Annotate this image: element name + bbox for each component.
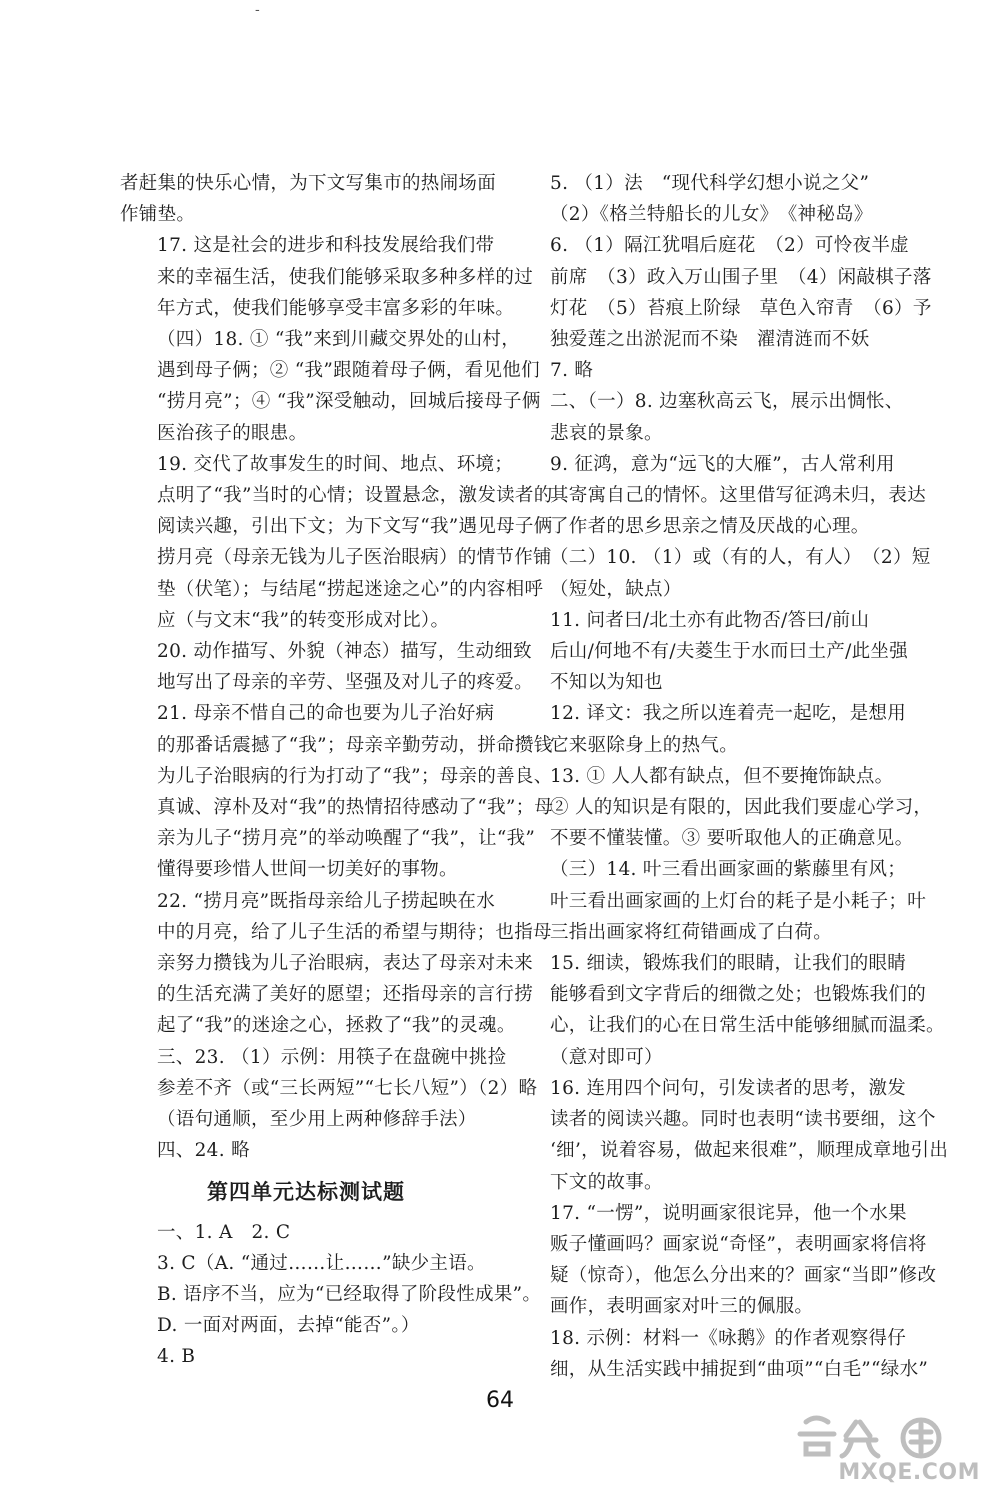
right-paragraph (513, 230, 932, 355)
text-line: 三指出画家将红荷错画成了白荷。 (550, 921, 833, 943)
text-line: 四、24. 略 (157, 1140, 250, 1162)
text-line: 真诚、淳朴及对“我”的热情招待感动了“我”；母 (157, 797, 554, 819)
text-line: （语句通顺，至少用上两种修辞手法） (157, 1109, 477, 1131)
right-paragraph (513, 854, 927, 948)
scan-mark: - (255, 2, 260, 18)
text-line: 7. 略 (550, 360, 594, 382)
text-line: 18. 示例：材料一《咏鹅》的作者观察得仔 (550, 1327, 907, 1349)
left-paragraph (120, 1042, 538, 1136)
text-line: D. 一面对两面，去掉“能否”。） (157, 1315, 420, 1337)
text-line: 灯花 （5）苔痕上阶绿 草色入帘青 （6）予 (550, 297, 932, 319)
text-line: ② 人的知识是有限的，因此我们要虚心学习， (550, 797, 933, 819)
text-line: 亲努力攒钱为儿子治眼病，表达了母亲对未来 (157, 953, 534, 975)
text-line: （二）10. （1）或（有的人，有人） （2）短 (550, 547, 931, 569)
right-column (513, 168, 949, 1385)
text-line: 16. 连用四个问句，引发读者的思考，激发 (550, 1077, 907, 1099)
text-line: 叶三看出画家画的上灯台的耗子是小耗子；叶 (550, 890, 927, 912)
text-line: 细，从生活实践中捕捉到“曲项”“白毛”“绿水” (550, 1358, 929, 1380)
text-line: 20. 动作描写、外貌（神态）描写，生动细致 (157, 641, 532, 663)
text-line: 了作者的思乡思亲之情及厌战的心理。 (550, 516, 870, 538)
left-paragraph (120, 230, 534, 324)
text-line: 疑（惊奇），他怎么分出来的？画家“当即”修改 (550, 1265, 937, 1287)
text-line: 垫（伏笔）；与结尾“捞起迷途之心”的内容相呼 (157, 578, 544, 600)
text-line: 起了“我”的迷途之心，拯救了“我”的灵魂。 (157, 1015, 516, 1037)
text-line: 其寄寓自己的情怀。这里借写征鸿未归，表达 (550, 485, 927, 507)
text-line: 医治孩子的眼患。 (157, 422, 308, 444)
text-line: 前席 （3）政入万山围子里 （4）闲敲棋子落 (550, 266, 932, 288)
text-line: 3. C（A. “通过……让……”缺少主语。 (157, 1252, 486, 1274)
text-line: 亲为儿子“捞月亮”的举动唤醒了“我”，让“我” (157, 828, 536, 850)
text-line: 作铺垫。 (120, 204, 196, 226)
text-line: 9. 征鸿，意为“远飞的大雁”，古人常利用 (550, 453, 895, 475)
text-line: 为儿子治眼病的行为打动了“我”；母亲的善良、 (157, 765, 553, 787)
right-paragraph (513, 1323, 929, 1385)
left-paragraph (120, 1248, 542, 1342)
text-line: 贩子懂画吗？画家说“奇怪”，表明画家将信将 (550, 1233, 927, 1255)
text-line: “捞月亮”；④ “我”深受触动，回城后接母子俩 (157, 391, 541, 413)
text-line: 捞月亮（母亲无钱为儿子医治眼病）的情节作铺 (157, 547, 552, 569)
text-line: 者赶集的快乐心情，为下文写集市的热闹场面 (120, 173, 497, 194)
text-line: 遇到母子俩；② “我”跟随着母子俩，看见他们 (157, 360, 540, 382)
text-line: （四）18. ① “我”来到川藏交界处的山村， (157, 329, 520, 351)
left-paragraph (120, 168, 497, 230)
watermark-logo-icon (786, 1410, 986, 1460)
text-line: 能够看到文字背后的细微之处；也锻炼我们的 (550, 984, 927, 1006)
left-paragraph (120, 449, 553, 636)
section-title: 第四单元达标测试题 (207, 1179, 405, 1204)
left-paragraph (120, 1135, 492, 1166)
text-line: 一、1. A 2. C (157, 1221, 291, 1243)
right-paragraph (513, 948, 945, 1073)
left-paragraph (120, 636, 534, 698)
text-line: 21. 母亲不惜自己的命也要为儿子治好病 (157, 703, 495, 725)
text-line: 12. 译文：我之所以连着壳一起吃，是想用 (550, 703, 907, 725)
text-line: 它来驱除身上的热气。 (550, 734, 739, 756)
text-line: 读者的阅读兴趣。同时也表明“读书要细，这个 (550, 1109, 936, 1131)
text-line: （三）14. 叶三看出画家画的紫藤里有风； (550, 859, 907, 881)
left-paragraph (120, 698, 554, 885)
text-line: 悲哀的景象。 (550, 422, 663, 444)
right-paragraph (513, 605, 909, 699)
right-paragraph (513, 1198, 937, 1323)
page-number: 64 (486, 1388, 514, 1413)
text-line: 11. 问者曰/北土亦有此物否/答曰/前山 (550, 609, 870, 631)
text-line: 点明了“我”当时的心情；设置悬念，激发读者的 (157, 485, 553, 507)
text-line: 三、23. （1）示例：用筷子在盘碗中挑捡 (157, 1046, 507, 1068)
left-paragraph (120, 1217, 492, 1248)
text-line: 下文的故事。 (550, 1171, 663, 1193)
left-paragraph (120, 324, 541, 449)
watermark-site-text: MXQE.COM (838, 1460, 980, 1485)
text-line: 阅读兴趣，引出下文；为下文写“我”遇见母子俩 (157, 516, 553, 538)
text-line: 来的幸福生活，使我们能够采取多种多样的过 (157, 266, 534, 288)
text-line: 15. 细读，锻炼我们的眼睛，让我们的眼睛 (550, 953, 907, 975)
text-line: 22. “捞月亮”既指母亲给儿子捞起映在水 (157, 890, 496, 912)
text-line: 二、（一）8. 边塞秋高云飞，展示出惆怅、 (550, 391, 904, 413)
text-line: 17. 这是社会的进步和科技发展给我们带 (157, 235, 495, 257)
left-paragraph (120, 1341, 492, 1372)
text-line: 不要不懂装懂。③ 要听取他人的正确意见。 (550, 828, 914, 850)
text-line: （短处，缺点） (550, 578, 682, 600)
text-line: 后山/何地不有/夫菱生于水而曰土产/此坐强 (550, 641, 909, 663)
right-paragraph (513, 449, 927, 543)
left-column (120, 168, 554, 1373)
text-line: 13. ① 人人都有缺点，但不要掩饰缺点。 (550, 765, 894, 787)
text-line: 独爱莲之出淤泥而不染 濯清涟而不妖 (550, 329, 870, 351)
right-paragraph (513, 698, 907, 760)
text-line: 懂得要珍惜人世间一切美好的事物。 (157, 859, 458, 881)
right-paragraph (513, 386, 904, 448)
text-line: 17. “一愣”，说明画家很诧异，他一个水果 (550, 1202, 907, 1224)
right-paragraph (513, 355, 885, 386)
text-line: 6. （1）隔江犹唱后庭花 （2）可怜夜半虚 (550, 235, 909, 257)
text-line: 的生活充满了美好的愿望；还指母亲的言行捞 (157, 984, 534, 1006)
right-paragraph (513, 761, 933, 855)
text-line: 参差不齐（或“三长两短”“七长八短”）（2）略 (157, 1077, 538, 1099)
text-line: 地写出了母亲的辛劳、坚强及对儿子的疼爱。 (157, 672, 534, 694)
right-paragraph (513, 168, 885, 230)
right-paragraph (513, 542, 931, 604)
left-paragraph (120, 886, 552, 1042)
text-line: B. 语序不当，应为“已经取得了阶段性成果”。 (157, 1283, 542, 1305)
text-line: （意对即可） (550, 1046, 663, 1068)
watermark-logo (786, 1410, 986, 1486)
text-line: ‘细’，说着容易，做起来很难”，顺理成章地引出 (550, 1140, 949, 1162)
text-line: 心，让我们的心在日常生活中能够细腻而温柔。 (550, 1015, 945, 1037)
text-line: 的那番话震撼了“我”；母亲辛勤劳动，拼命攒钱 (157, 734, 553, 756)
text-line: 4. B (157, 1346, 196, 1368)
text-line: 应（与文末“我”的转变形成对比）。 (157, 609, 450, 631)
text-line: 5. （1）法 “现代科学幻想小说之父” (550, 173, 870, 194)
text-line: 年方式，使我们能够享受丰富多彩的年味。 (157, 297, 515, 319)
text-line: （2）《格兰特船长的儿女》 《神秘岛》 (550, 204, 873, 226)
text-line: 19. 交代了故事发生的时间、地点、环境； (157, 453, 514, 475)
text-line: 画作，表明画家对叶三的佩服。 (550, 1296, 814, 1318)
right-paragraph (513, 1073, 949, 1198)
text-line: 中的月亮，给了儿子生活的希望与期待；也指母 (157, 921, 552, 943)
text-line: 不知以为知也 (550, 672, 663, 694)
